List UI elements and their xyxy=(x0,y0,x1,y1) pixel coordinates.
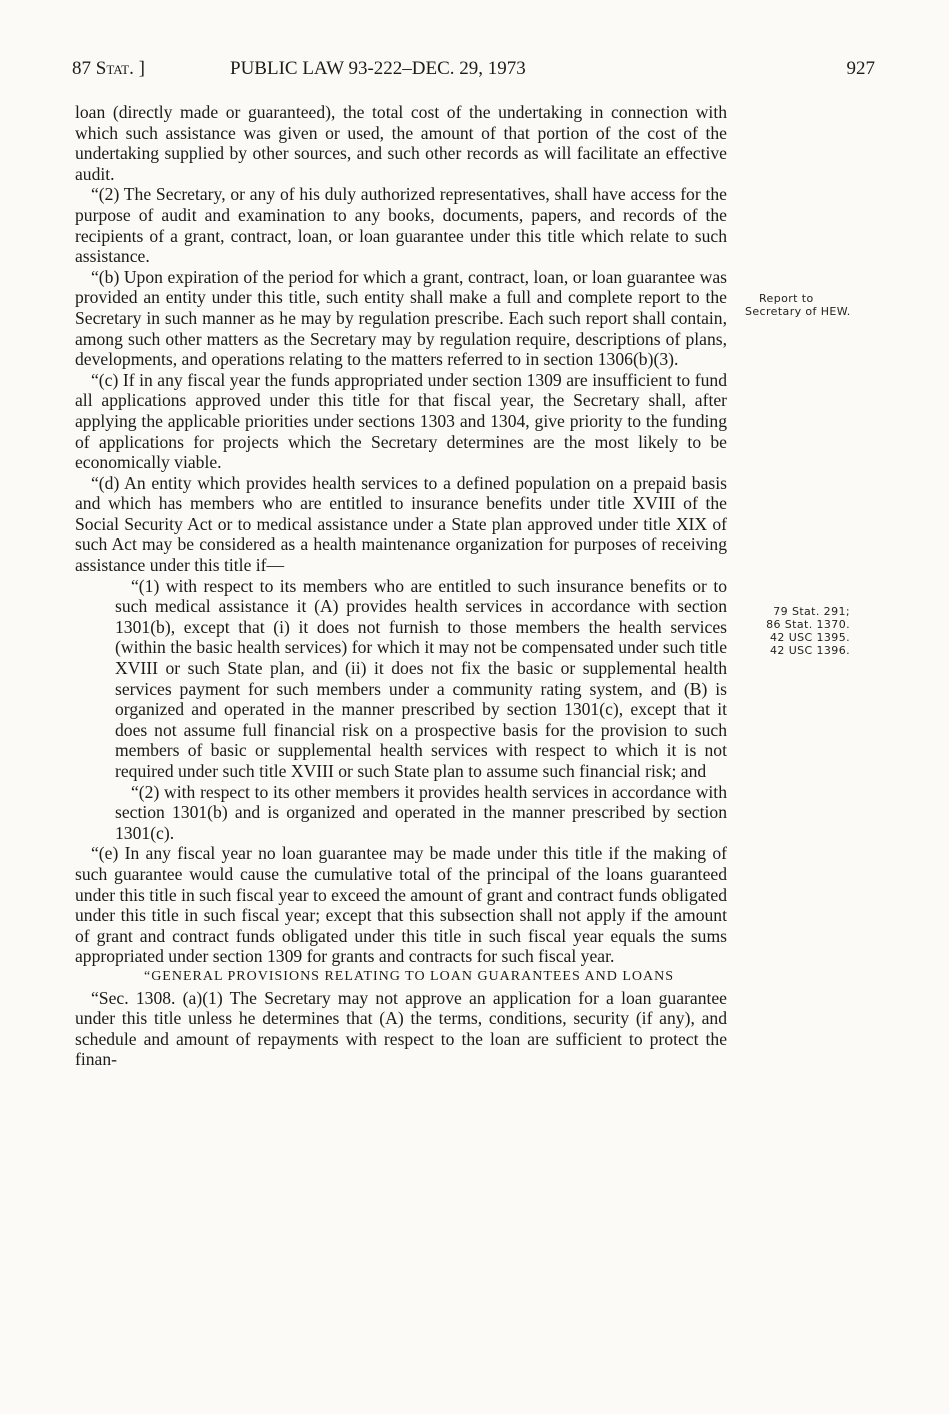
margin-note-citation-1: 79 Stat. 291; xyxy=(773,605,850,618)
paragraph-d: “(d) An entity which provides health services to a defined population on a prepaid basis and which has members who are entitled to insurance benefits under title XVIII of the Social Security Act or to medical assistance under a State plan approved under title XIX of such Act may be considered as a health maintenance organization for purposes of receiving assistance under this title if— xyxy=(75,472,727,576)
margin-note-citation-3: 42 USC 1395. xyxy=(770,631,850,644)
page-number: 927 xyxy=(846,58,875,79)
margin-note-report xyxy=(745,292,915,318)
paragraph-continued: loan (directly made or guaranteed), the total cost of the undertaking in connection with which such assistance was given or used, the amount of that portion of the cost of the undertaking supplied by other sources, and such other records as will facilitate an effective audit. xyxy=(75,102,727,184)
margin-note-citations xyxy=(745,605,920,657)
section-heading: “GENERAL PROVISIONS RELATING TO LOAN GUARANTEES AND LOANS xyxy=(143,968,674,984)
margin-note-citation-2: 86 Stat. 1370. xyxy=(766,618,850,631)
public-law-title: PUBLIC LAW 93-222–DEC. 29, 1973 xyxy=(230,58,526,79)
paragraph-c: “(c) If in any fiscal year the funds appropriated under section 1309 are insufficient to fund all applications approved under this title for that fiscal year, the Secretary shall, after applying the applicable priorities under sections 1303 and 1304, give priority to the funding of applications for projects which the Secretary determines are the most likely to be economically viable. xyxy=(75,369,727,473)
paragraph-d-1: “(1) with respect to its members who are entitled to such insurance benefits or to such medical assistance it (A) provides health services in accordance with section 1301(b), except that (i) it does not furnish to those members the health services (within the basic health services) for which it may not be compensated under such title XVIII or such State plan, and (ii) it does not fix the basic or supplemental health services payment for such members under a community rating system, and (B) is organized and operated in the manner prescribed by section 1301(c), except that it does not assume full financial risk on a prospective basis for the provision to such members of basic or supplemental health services with respect to which it is not required under such title XVIII or such State plan to assume such financial risk; and xyxy=(115,575,727,781)
statute-volume: 87 Stat. ] xyxy=(72,58,145,79)
paragraph-sec-1308: “Sec. 1308. (a)(1) The Secretary may not approve an application for a loan guarantee under this title unless he determines that (A) the terms, conditions, security (if any), and schedule and amount of repayments with respect to the loan are sufficient to protect the finan- xyxy=(75,987,727,1070)
margin-note-citation-4: 42 USC 1396. xyxy=(770,644,850,657)
paragraph-e: “(e) In any fiscal year no loan guarantee may be made under this title if the making of such guarantee would cause the cumulative total of the principal of the loans guaranteed under this title in such fiscal year to exceed the amount of grant and contract funds obligated under this title in such fiscal year; except that this subsection shall not apply if the amount of grant and contract funds obligated under this title in such fiscal year equals the sums appropriated under section 1309 for grants and contracts for such fiscal year. xyxy=(75,843,727,967)
paragraph-2: “(2) The Secretary, or any of his duly authorized representatives, shall have access for the purpose of audit and examination to any books, documents, papers, and records of the recipients of a grant, contract, loan, or loan guarantee under this title which relate to such assistance. xyxy=(75,184,727,267)
body-text xyxy=(75,102,727,1070)
margin-note-report-line-1: Report to xyxy=(759,292,814,305)
running-header xyxy=(72,56,875,82)
margin-note-report-line-2: Secretary of HEW. xyxy=(745,305,851,318)
paragraph-d-2: “(2) with respect to its other members it provides health services in accordance with section 1301(b) and is organized and operated in the manner prescribed by section 1301(c). xyxy=(115,781,727,843)
paragraph-b: “(b) Upon expiration of the period for which a grant, contract, loan, or loan guarantee was provided an entity under this title, such entity shall make a full and complete report to the Secretary in such manner as he may by regulation prescribe. Each such report shall contain, among such other matters as the Secretary may by regulation require, descriptions of plans, developments, and operations relating to the matters referred to in section 1306(b)(3). xyxy=(75,266,727,370)
